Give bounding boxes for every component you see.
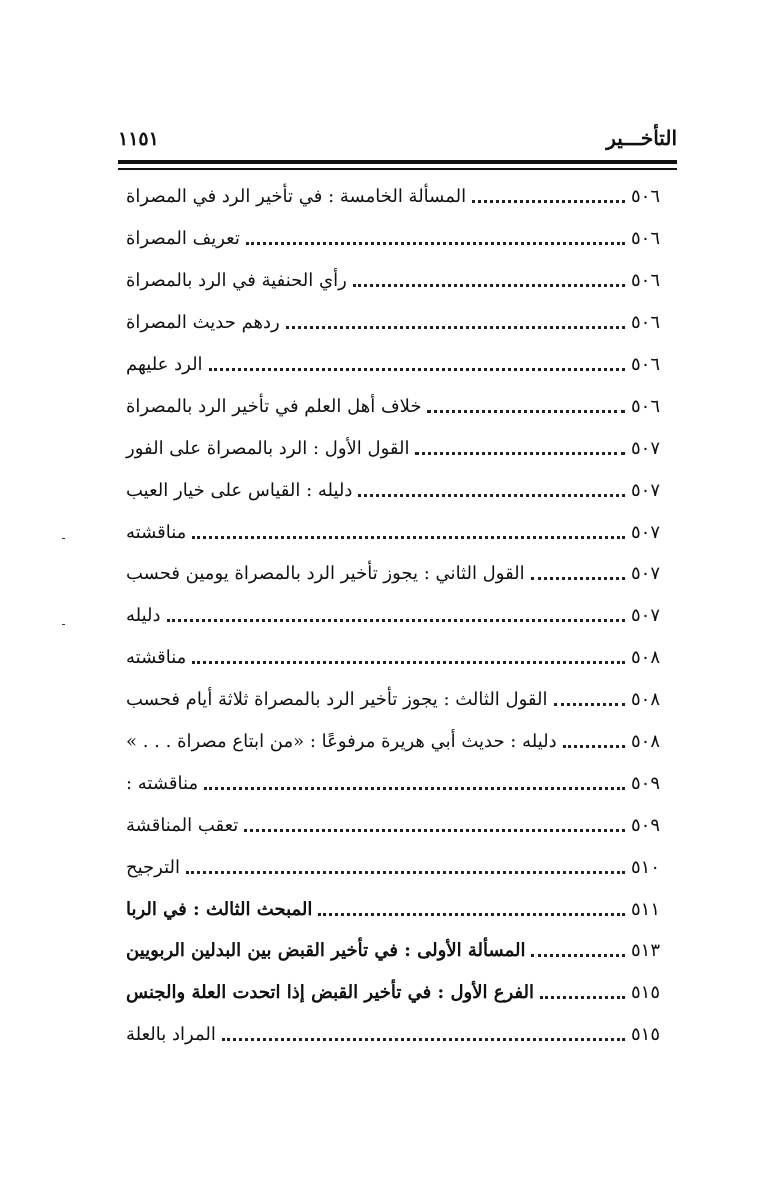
toc-entry xyxy=(118,846,677,888)
toc-entry-page: ٥٠٩ xyxy=(631,814,661,836)
toc-entry-page: ٥٠٧ xyxy=(631,563,661,585)
dot-leader xyxy=(204,787,625,790)
toc-entry-page: ٥١٥ xyxy=(631,982,661,1004)
toc-entry-title: مناقشته xyxy=(126,647,187,669)
toc-entry xyxy=(118,260,677,302)
toc-entry-title: رأي الحنفية في الرد بالمصراة xyxy=(126,270,347,292)
toc-entry xyxy=(118,218,677,260)
toc-entry xyxy=(118,511,677,553)
toc-entry-page: ٥٠٦ xyxy=(631,312,661,334)
toc-entry-title: القول الثاني : يجوز تأخير الرد بالمصراة يومين فحسب xyxy=(126,563,525,585)
toc-entry-page: ٥٠٦ xyxy=(631,395,661,417)
toc-entry-page: ٥١٣ xyxy=(631,940,661,962)
toc-entry xyxy=(118,553,677,595)
dot-leader xyxy=(286,326,625,329)
toc-entry-title: المراد بالعلة xyxy=(126,1024,216,1046)
dot-leader xyxy=(472,200,625,203)
toc-entry xyxy=(118,679,677,721)
toc-entry-title: تعريف المصراة xyxy=(126,228,240,250)
toc-entry-page: ٥٠٧ xyxy=(631,437,661,459)
toc-entry-page: ٥٠٦ xyxy=(631,270,661,292)
dot-leader xyxy=(353,284,625,287)
running-header xyxy=(118,126,677,158)
toc-entry-title: المبحث الثالث : في الربا xyxy=(126,898,313,920)
toc-entry-page: ٥٠٨ xyxy=(631,689,661,711)
toc-entry-title: المسألة الخامسة : في تأخير الرد في المصراة xyxy=(126,186,467,208)
toc-entry-title: خلاف أهل العلم في تأخير الرد بالمصراة xyxy=(126,395,422,417)
dot-leader xyxy=(244,829,625,832)
toc-entry xyxy=(118,762,677,804)
toc-entry xyxy=(118,972,677,1014)
dot-leader xyxy=(531,577,625,580)
dot-leader xyxy=(540,996,625,999)
dot-leader xyxy=(318,913,625,916)
toc-entry xyxy=(118,721,677,763)
toc-entry-page: ٥٠٩ xyxy=(631,772,661,794)
dot-leader xyxy=(209,368,625,371)
dot-leader xyxy=(415,452,625,455)
toc-entry xyxy=(118,344,677,386)
toc-entry xyxy=(118,1014,677,1056)
toc-entry-title: ردهم حديث المصراة xyxy=(126,312,280,334)
toc-entry-title: مناقشته xyxy=(126,521,187,543)
toc-entry-page: ٥٠٦ xyxy=(631,228,661,250)
toc-entry-title: دليله xyxy=(126,605,161,627)
toc-entry-page: ٥٠٦ xyxy=(631,354,661,375)
toc-entry-title: القول الأول : الرد بالمصراة على الفور xyxy=(126,437,410,459)
toc-entry-page: ٥١٥ xyxy=(631,1024,661,1046)
margin-mark xyxy=(62,538,65,539)
dot-leader xyxy=(427,410,625,413)
dot-leader xyxy=(358,494,625,497)
toc-entry xyxy=(118,427,677,469)
dot-leader xyxy=(554,703,626,706)
dot-leader xyxy=(167,619,625,622)
dot-leader xyxy=(222,1038,625,1041)
toc-entry-title: الترجيح xyxy=(126,856,181,878)
toc-entry xyxy=(118,469,677,511)
toc-entry xyxy=(118,888,677,930)
toc-entry-page: ٥٠٨ xyxy=(631,731,661,753)
toc-entry-title: دليله : القياس على خيار العيب xyxy=(126,479,353,501)
toc-entry-title: القول الثالث : يجوز تأخير الرد بالمصراة ثلاثة أيام فحسب xyxy=(126,689,548,711)
toc-entry-page: ٥٠٧ xyxy=(631,479,661,501)
toc-entry xyxy=(118,176,677,218)
dot-leader xyxy=(192,661,625,664)
toc-entry-page: ٥٠٦ xyxy=(631,186,661,208)
toc-entry-page: ٥١٠ xyxy=(631,856,661,878)
toc-entry-title: دليله : حديث أبي هريرة مرفوعًا : «من ابتاع مصراة . . . » xyxy=(126,731,557,753)
toc-entry xyxy=(118,637,677,679)
header-rule-thin xyxy=(118,168,677,170)
toc-entry xyxy=(118,930,677,972)
running-title: التأخـــير xyxy=(606,126,677,150)
toc-entry xyxy=(118,595,677,637)
toc-entry-title: الرد عليهم xyxy=(126,354,203,375)
toc-entry-page: ٥٠٧ xyxy=(631,605,661,627)
page-number: ١١٥١ xyxy=(118,128,159,150)
dot-leader xyxy=(246,242,625,245)
toc-entry xyxy=(118,302,677,344)
dot-leader xyxy=(186,871,625,874)
toc-entry-page: ٥٠٧ xyxy=(631,521,661,543)
toc-entry xyxy=(118,804,677,846)
toc-entry-title: تعقب المناقشة xyxy=(126,814,239,836)
toc-entry-page: ٥٠٨ xyxy=(631,647,661,669)
toc-entry-title: مناقشته : xyxy=(126,772,199,794)
dot-leader xyxy=(192,536,625,539)
table-of-contents xyxy=(118,176,677,1056)
toc-entry-title: الفرع الأول : في تأخير القبض إذا اتحدت العلة والجنس xyxy=(126,982,535,1004)
toc-entry xyxy=(118,385,677,427)
toc-entry-title: المسألة الأولى : في تأخير القبض بين البدلين الربويين xyxy=(126,940,526,962)
header-rule-thick xyxy=(118,160,677,164)
margin-mark xyxy=(62,624,65,625)
dot-leader xyxy=(531,954,625,957)
dot-leader xyxy=(563,745,625,748)
toc-entry-page: ٥١١ xyxy=(631,898,661,920)
